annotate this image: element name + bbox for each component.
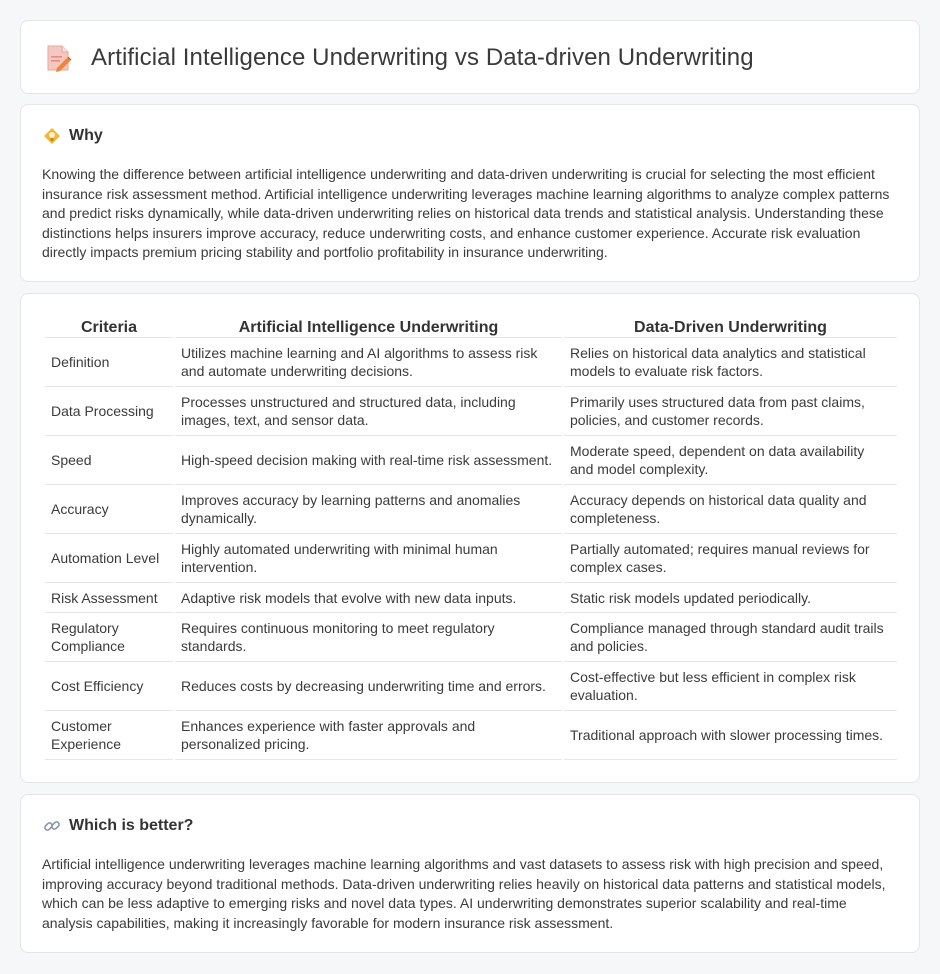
criteria-cell: Risk Assessment xyxy=(45,583,173,613)
why-text: Knowing the difference between artificial intelligence underwriting and data-driven underwriting is crucial for selecting the most efficient insurance risk assessment method. Artificial intelligence underwriting leverages machine learning algorithms to analyze complex patterns and predict risks dynamically, while data-driven underwriting relies on historical data trends and statistical analysis. Understanding these distinctions helps insurers improve accuracy, reduce underwriting costs, and enhance customer experience. Accurate risk evaluation directly impacts premium pricing stability and portfolio profitability in insurance underwriting. xyxy=(42,166,890,260)
data-driven-cell: Primarily uses structured data from past claims, policies, and customer records. xyxy=(564,387,897,436)
link-icon xyxy=(43,817,61,835)
criteria-cell: Data Processing xyxy=(45,387,173,436)
why-title: Why xyxy=(69,127,103,144)
table-row xyxy=(45,711,897,760)
header-criteria: Criteria xyxy=(45,316,173,338)
data-driven-cell: Moderate speed, dependent on data availability and model complexity. xyxy=(564,436,897,485)
criteria-cell: Cost Efficiency xyxy=(45,662,173,711)
data-driven-cell: Cost-effective but less efficient in complex risk evaluation. xyxy=(564,662,897,711)
table-row xyxy=(45,387,897,436)
ai-cell: Utilizes machine learning and AI algorithms to assess risk and automate underwriting decisions. xyxy=(175,338,562,387)
table-row xyxy=(45,534,897,583)
ai-cell: Highly automated underwriting with minimal human intervention. xyxy=(175,534,562,583)
data-driven-cell: Partially automated; requires manual reviews for complex cases. xyxy=(564,534,897,583)
criteria-cell: Automation Level xyxy=(45,534,173,583)
better-text: Artificial intelligence underwriting leverages machine learning algorithms and vast datasets to assess risk with high precision and speed, improving accuracy beyond traditional methods. Data-driven underwriting relies heavily on historical data patterns and statistical models, which can be less adaptive to emerging risks and novel data types. AI underwriting demonstrates superior scalability and real-time analysis capabilities, making it increasingly favorable for modern insurance risk assessment. xyxy=(42,856,886,931)
data-driven-cell: Traditional approach with slower processing times. xyxy=(564,711,897,760)
data-driven-cell: Compliance managed through standard audit trails and policies. xyxy=(564,613,897,662)
ai-cell: Improves accuracy by learning patterns and anomalies dynamically. xyxy=(175,485,562,534)
table-row xyxy=(45,338,897,387)
table-row xyxy=(45,613,897,662)
ai-cell: Adaptive risk models that evolve with new data inputs. xyxy=(175,583,562,613)
criteria-cell: Definition xyxy=(45,338,173,387)
criteria-cell: Customer Experience xyxy=(45,711,173,760)
table-row xyxy=(45,662,897,711)
header-ai: Artificial Intelligence Underwriting xyxy=(175,316,562,338)
comparison-table xyxy=(43,316,899,760)
criteria-cell: Accuracy xyxy=(45,485,173,534)
data-driven-cell: Accuracy depends on historical data quality and completeness. xyxy=(564,485,897,534)
criteria-cell: Regulatory Compliance xyxy=(45,613,173,662)
ai-cell: High-speed decision making with real-time risk assessment. xyxy=(175,436,562,485)
why-section xyxy=(20,104,920,282)
document-pen-icon xyxy=(45,43,73,73)
which-is-better-section xyxy=(20,794,920,953)
title-card xyxy=(20,20,920,94)
comparison-section xyxy=(20,293,920,783)
table-row xyxy=(45,485,897,534)
table-row xyxy=(45,436,897,485)
ai-cell: Reduces costs by decreasing underwriting time and errors. xyxy=(175,662,562,711)
lightbulb-icon xyxy=(43,127,61,145)
page-title: Artificial Intelligence Underwriting vs Data-driven Underwriting xyxy=(91,44,754,71)
ai-cell: Enhances experience with faster approvals and personalized pricing. xyxy=(175,711,562,760)
data-driven-cell: Static risk models updated periodically. xyxy=(564,583,897,613)
ai-cell: Processes unstructured and structured data, including images, text, and sensor data. xyxy=(175,387,562,436)
ai-cell: Requires continuous monitoring to meet regulatory standards. xyxy=(175,613,562,662)
better-title: Which is better? xyxy=(69,817,194,834)
header-data-driven: Data-Driven Underwriting xyxy=(564,316,897,338)
table-header-row xyxy=(45,316,897,338)
table-row xyxy=(45,583,897,613)
criteria-cell: Speed xyxy=(45,436,173,485)
data-driven-cell: Relies on historical data analytics and statistical models to evaluate risk factors. xyxy=(564,338,897,387)
